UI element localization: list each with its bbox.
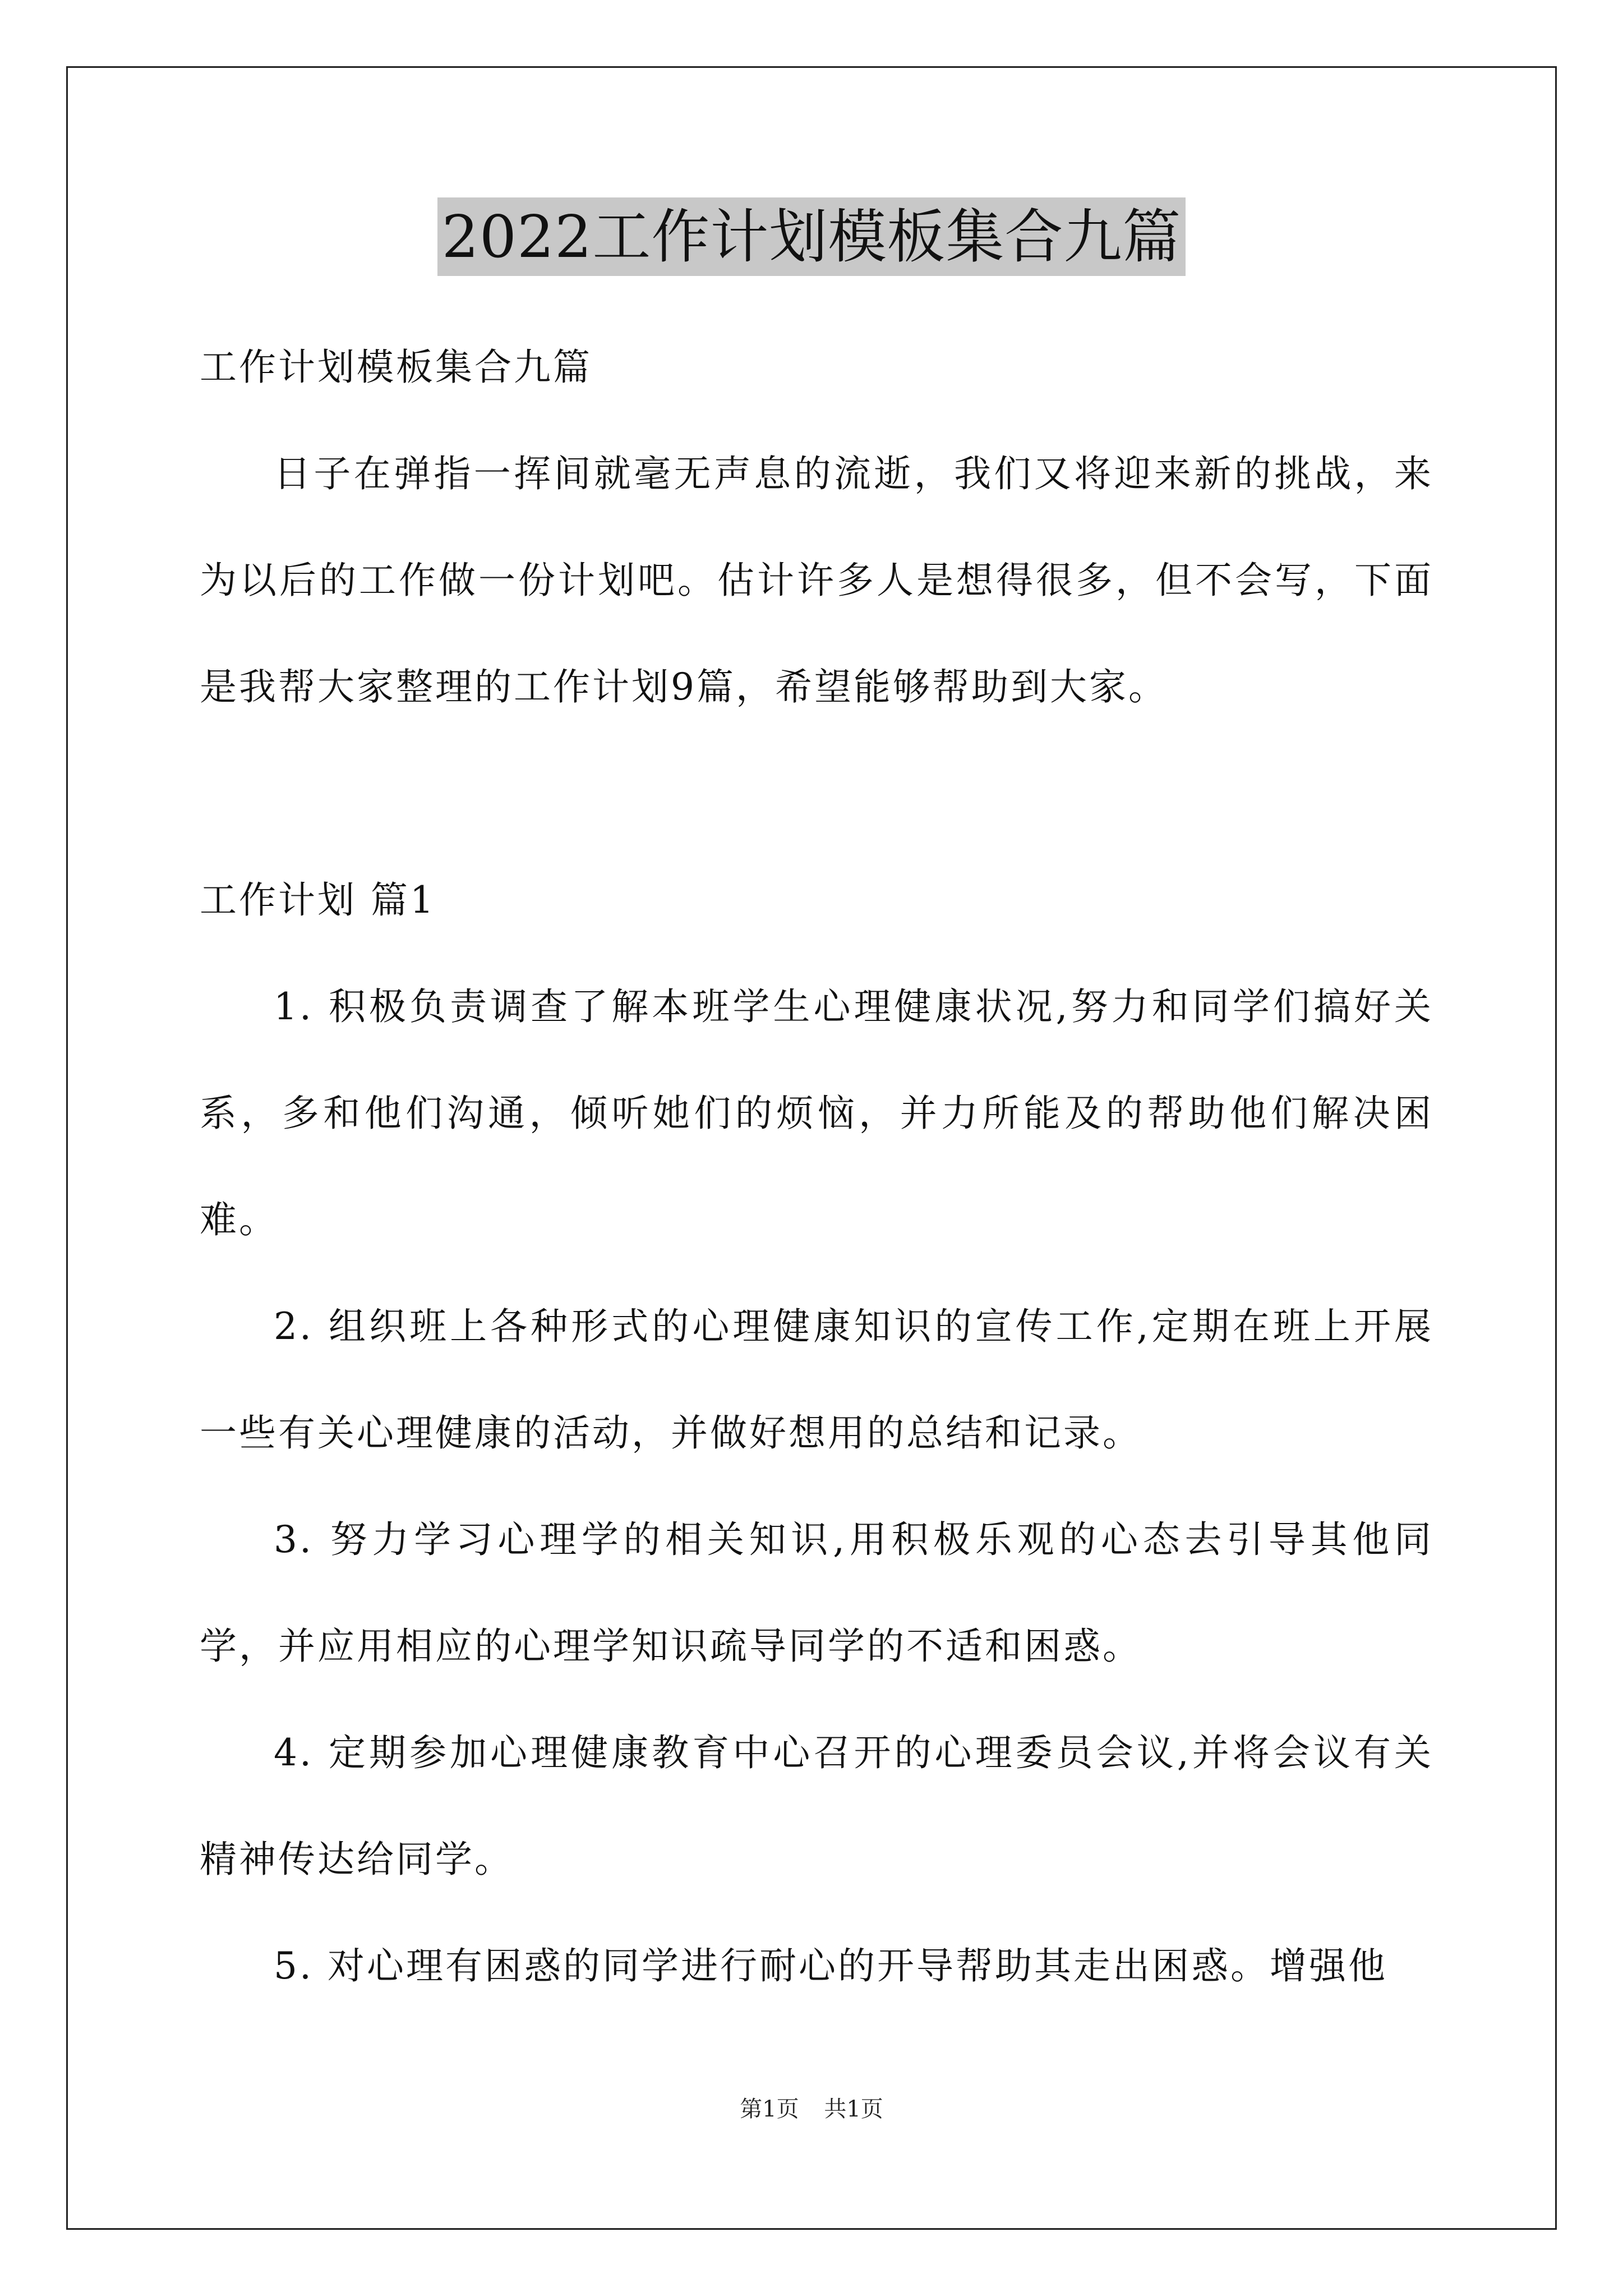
intro-paragraph: 日子在弹指一挥间就毫无声息的流逝，我们又将迎来新的挑战，来为以后的工作做一份计划吧。估计许多人是想得很多，但不会写，下面是我帮大家整理的工作计划9篇，希望能够帮助到大家。: [200, 452, 1433, 708]
list-item: 1. 积极负责调查了解本班学生心理健康状况,努力和同学们搞好关系，多和他们沟通，倾听她们的烦恼，并力所能及的帮助他们解决困难。: [200, 985, 1433, 1241]
document-body: [200, 314, 1433, 2019]
list-item: 5. 对心理有困惑的同学进行耐心的开导帮助其走出困惑。增强他: [274, 1944, 1387, 1987]
page-number: 第1页: [740, 2096, 799, 2122]
list-item: 3. 努力学习心理学的相关知识,用积极乐观的心态去引导其他同学，并应用相应的心理学知识疏导同学的不适和困惑。: [200, 1518, 1433, 1668]
list-item: 2. 组织班上各种形式的心理健康知识的宣传工作,定期在班上开展一些有关心理健康的活动，并做好想用的总结和记录。: [200, 1305, 1433, 1455]
list-item: 4. 定期参加心理健康教育中心召开的心理委员会议,并将会议有关精神传达给同学。: [200, 1731, 1433, 1881]
section-spacer: [200, 740, 1433, 847]
document-title: 2022工作计划模板集合九篇: [437, 197, 1186, 276]
page-total: 共1页: [824, 2096, 883, 2122]
document-subtitle: 工作计划模板集合九篇: [200, 346, 592, 389]
section-heading: 工作计划 篇1: [200, 878, 436, 922]
title-container: [0, 197, 1623, 276]
page-footer: [0, 2092, 1623, 2126]
